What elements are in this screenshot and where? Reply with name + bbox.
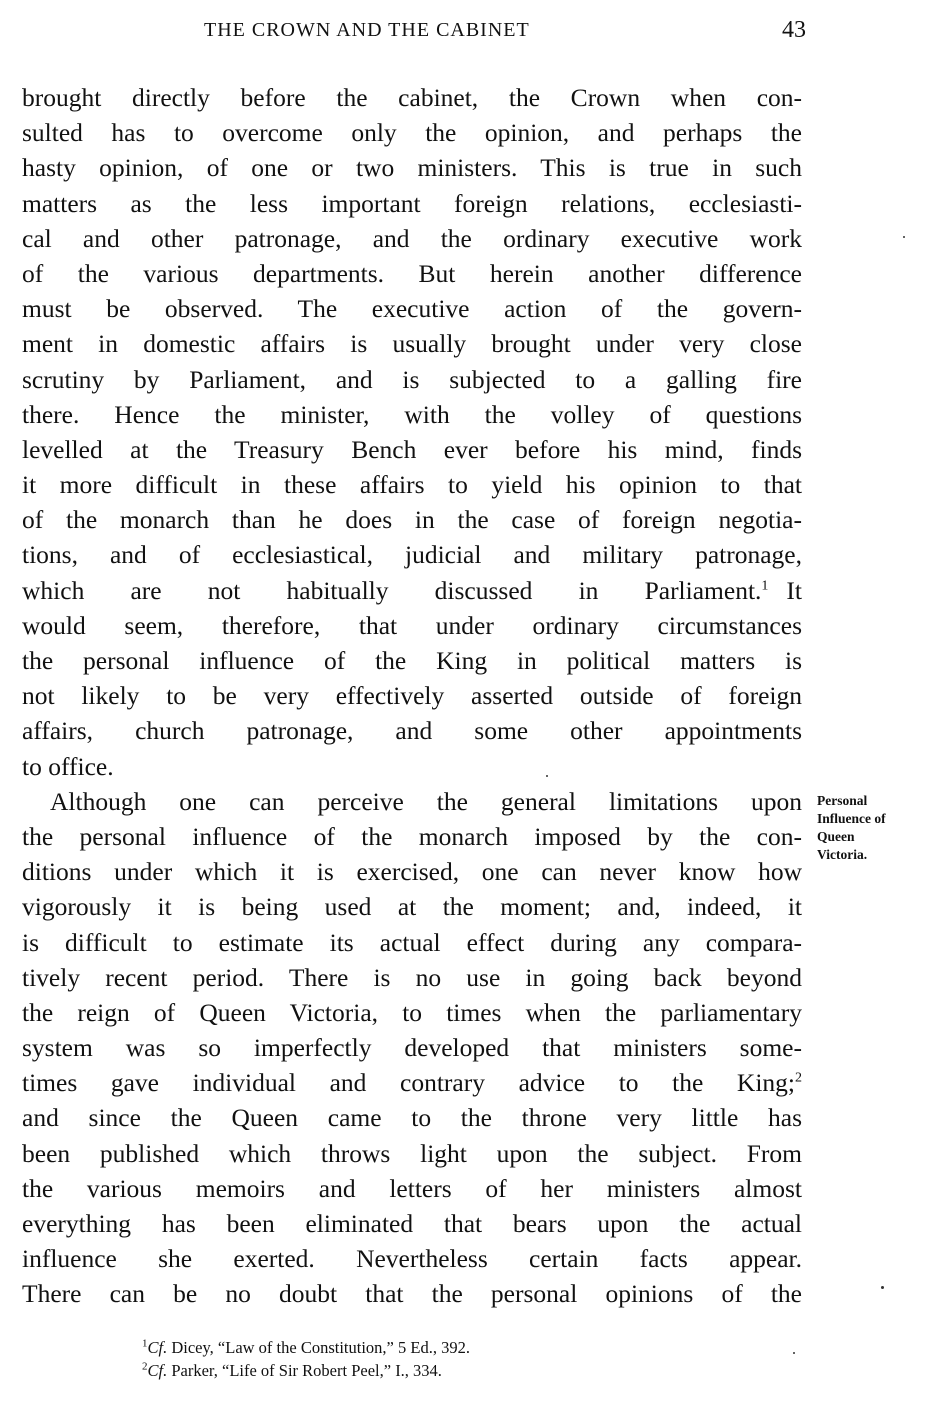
page-number: 43 <box>782 17 806 43</box>
line-text: which are not habitually discussed in Parliament. <box>22 575 762 605</box>
sidenote-line: Victoria. <box>817 847 868 862</box>
text-line: must be observed. The executive action of the govern- <box>22 294 802 324</box>
footnote-1 <box>142 1336 662 1359</box>
text-line: the personal influence of the King in political matters is <box>22 646 802 675</box>
sidenote-line: Personal <box>817 793 868 808</box>
text-line: There can be no doubt that the personal opinions of the <box>22 1279 802 1309</box>
text-line: tions, and of ecclesiastical, judicial and military patronage, <box>22 540 802 570</box>
text-line: the personal influence of the monarch imposed by the con- <box>22 821 802 851</box>
line-text: It <box>786 575 802 605</box>
margin-sidenote <box>817 792 935 864</box>
footnote-ref-1: 1 <box>761 578 769 594</box>
sidenote-line: Influence of <box>817 811 886 826</box>
scan-speck <box>903 236 905 238</box>
sidenote-line: Queen <box>817 829 855 844</box>
text-line: the reign of Queen Victoria, to times when the parliamentary <box>22 997 802 1027</box>
footnote-text: Parker, “Life of Sir Robert Peel,” I., 334. <box>167 1361 442 1380</box>
text-line: hasty opinion, of one or two ministers. This is true in such <box>22 153 802 183</box>
text-line: there. Hence the minister, with the volley of questions <box>22 399 802 429</box>
footnote-ref-2: 2 <box>795 1070 802 1086</box>
text-line: scrutiny by Parliament, and is subjected to a galling fire <box>22 364 802 394</box>
text-line: brought directly before the cabinet, the Crown when con- <box>22 83 802 112</box>
text-line: the various memoirs and letters of her ministers almost <box>22 1173 802 1203</box>
text-line-with-footnote-ref <box>22 1065 802 1100</box>
footnote-cf: Cf. <box>147 1338 168 1357</box>
text-line: cal and other patronage, and the ordinary executive work <box>22 223 802 253</box>
text-line: system was so imperfectly developed that ministers some- <box>22 1033 802 1063</box>
text-line: of the monarch than he does in the case of foreign negotia- <box>22 505 802 535</box>
text-line: and since the Queen came to the throne very little has <box>22 1103 802 1133</box>
text-line: would seem, therefore, that under ordinary circumstances <box>22 610 802 640</box>
scan-speck <box>881 1286 884 1289</box>
footnote-text: Dicey, “Law of the Constitution,” 5 Ed., 392. <box>167 1338 470 1357</box>
text-line: tively recent period. There is no use in going back beyond <box>22 962 802 992</box>
text-line: everything has been eliminated that bears upon the actual <box>22 1209 802 1238</box>
text-line: it more difficult in these affairs to yield his opinion to that <box>22 470 802 500</box>
text-line: Although one can perceive the general limitations upon <box>50 786 802 816</box>
footnotes <box>142 1336 662 1382</box>
text-line: of the various departments. But herein another difference <box>22 258 802 288</box>
line-text: times gave individual and contrary advice to the King; <box>22 1068 795 1098</box>
text-line: sulted has to overcome only the opinion, and perhaps the <box>22 118 802 148</box>
running-head <box>22 15 806 47</box>
footnote-cf: Cf. <box>147 1361 168 1380</box>
footnote-2 <box>142 1359 662 1382</box>
footnote-mark: 1 <box>142 1337 148 1350</box>
text-line: affairs, church patronage, and some other appointments <box>22 716 802 746</box>
text-line: ditions under which it is exercised, one can never know how <box>22 857 802 887</box>
running-title: THE CROWN AND THE CABINET <box>204 19 530 41</box>
text-line-with-footnote-ref <box>22 573 802 608</box>
footnote-mark: 2 <box>142 1360 148 1373</box>
scan-speck <box>546 775 548 777</box>
text-line: is difficult to estimate its actual effect during any compara- <box>22 927 802 957</box>
text-line: not likely to be very effectively asserted outside of foreign <box>22 681 802 711</box>
text-line: influence she exerted. Nevertheless certain facts appear. <box>22 1244 802 1274</box>
text-line: been published which throws light upon the subject. From <box>22 1138 802 1168</box>
scan-speck <box>793 1352 795 1354</box>
text-line: matters as the less important foreign relations, ecclesiasti- <box>22 188 802 218</box>
text-line: ment in domestic affairs is usually brought under very close <box>22 329 802 359</box>
text-line: to office. <box>22 751 114 781</box>
body-text <box>22 80 802 1312</box>
text-line: vigorously it is being used at the moment; and, indeed, it <box>22 892 802 922</box>
text-line: levelled at the Treasury Bench ever before his mind, finds <box>22 434 802 464</box>
